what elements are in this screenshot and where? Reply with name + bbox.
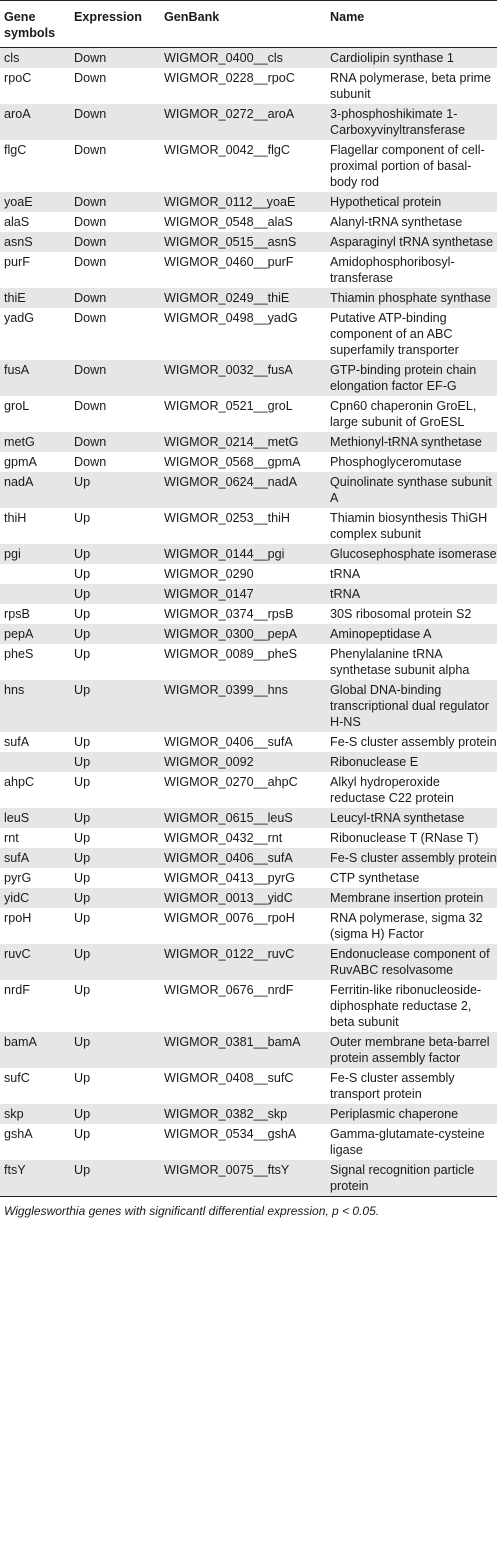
expression-cell: Up [70,544,160,564]
name-cell: Putative ATP-binding component of an ABC superfamily transporter [326,308,497,360]
expression-cell: Up [70,1160,160,1197]
name-cell: Hypothetical protein [326,192,497,212]
table-row [0,396,497,432]
gene-symbol-cell: alaS [0,212,70,232]
name-cell: Leucyl-tRNA synthetase [326,808,497,828]
gene-symbol-cell: sufA [0,732,70,752]
gene-symbol-cell: yidC [0,888,70,908]
name-cell: CTP synthetase [326,868,497,888]
table-row [0,288,497,308]
gene-symbol-cell: bamA [0,1032,70,1068]
name-cell: Ribonuclease T (RNase T) [326,828,497,848]
expression-cell: Up [70,1124,160,1160]
expression-cell: Up [70,680,160,732]
gene-symbol-cell: thiE [0,288,70,308]
expression-cell: Up [70,908,160,944]
genbank-cell: WIGMOR_0548__alaS [160,212,326,232]
expression-cell: Down [70,48,160,69]
name-cell: GTP-binding protein chain elongation factor EF-G [326,360,497,396]
genbank-cell: WIGMOR_0400__cls [160,48,326,69]
expression-cell: Down [70,104,160,140]
name-cell: Gamma-glutamate-cysteine ligase [326,1124,497,1160]
genbank-cell: WIGMOR_0676__nrdF [160,980,326,1032]
gene-symbol-cell: metG [0,432,70,452]
gene-symbol-cell: flgC [0,140,70,192]
gene-symbol-cell [0,752,70,772]
name-cell: Phosphoglyceromutase [326,452,497,472]
genbank-cell: WIGMOR_0498__yadG [160,308,326,360]
genbank-cell: WIGMOR_0408__sufC [160,1068,326,1104]
table-row [0,192,497,212]
genbank-cell: WIGMOR_0615__leuS [160,808,326,828]
name-cell: RNA polymerase, sigma 32 (sigma H) Factor [326,908,497,944]
table-row [0,1104,497,1124]
table-row [0,604,497,624]
table-row [0,772,497,808]
table-row [0,48,497,69]
name-cell: Ferritin-like ribonucleoside-diphosphate reductase 2, beta subunit [326,980,497,1032]
table-row [0,1068,497,1104]
expression-cell: Down [70,360,160,396]
table-row [0,624,497,644]
table-row [0,888,497,908]
gene-symbol-cell: rpoC [0,68,70,104]
name-cell: Quinolinate synthase subunit A [326,472,497,508]
gene-symbol-cell: nadA [0,472,70,508]
header-expression: Expression [70,1,160,48]
name-cell: Amidophosphoribosyl-transferase [326,252,497,288]
name-cell: Aminopeptidase A [326,624,497,644]
name-cell: Flagellar component of cell-proximal portion of basal-body rod [326,140,497,192]
table-row [0,868,497,888]
table-row [0,680,497,732]
genbank-cell: WIGMOR_0075__ftsY [160,1160,326,1197]
table-row [0,980,497,1032]
name-cell: Signal recognition particle protein [326,1160,497,1197]
gene-symbol-cell: rpsB [0,604,70,624]
name-cell: Phenylalanine tRNA synthetase subunit alpha [326,644,497,680]
name-cell: tRNA [326,584,497,604]
expression-cell: Down [70,432,160,452]
gene-symbol-cell: yadG [0,308,70,360]
gene-symbol-cell: gshA [0,1124,70,1160]
genbank-cell: WIGMOR_0374__rpsB [160,604,326,624]
genbank-cell: WIGMOR_0122__ruvC [160,944,326,980]
name-cell: Cpn60 chaperonin GroEL, large subunit of GroESL [326,396,497,432]
expression-cell: Up [70,644,160,680]
expression-cell: Up [70,848,160,868]
genbank-cell: WIGMOR_0144__pgi [160,544,326,564]
table-row [0,644,497,680]
expression-cell: Up [70,584,160,604]
table-header [0,1,497,48]
gene-symbol-cell: hns [0,680,70,732]
name-cell: Thiamin phosphate synthase [326,288,497,308]
genbank-cell: WIGMOR_0228__rpoC [160,68,326,104]
genbank-cell: WIGMOR_0382__skp [160,1104,326,1124]
name-cell: Methionyl-tRNA synthetase [326,432,497,452]
gene-symbol-cell: sufA [0,848,70,868]
expression-cell: Up [70,732,160,752]
genbank-cell: WIGMOR_0214__metG [160,432,326,452]
table-row [0,212,497,232]
name-cell: 30S ribosomal protein S2 [326,604,497,624]
genbank-cell: WIGMOR_0399__hns [160,680,326,732]
expression-cell: Down [70,140,160,192]
gene-symbol-cell: rpoH [0,908,70,944]
expression-cell: Up [70,808,160,828]
table-row [0,944,497,980]
expression-cell: Down [70,288,160,308]
gene-symbol-cell [0,564,70,584]
genbank-cell: WIGMOR_0042__flgC [160,140,326,192]
expression-cell: Down [70,68,160,104]
gene-symbol-cell: asnS [0,232,70,252]
table-caption: Wigglesworthia genes with significantl differential expression, p < 0.05. [4,1204,380,1218]
table-row [0,508,497,544]
gene-symbol-cell: groL [0,396,70,432]
expression-cell: Up [70,508,160,544]
gene-symbol-cell: pyrG [0,868,70,888]
gene-symbol-cell: ftsY [0,1160,70,1197]
table-row [0,472,497,508]
name-cell: Fe-S cluster assembly protein [326,848,497,868]
name-cell: 3-phosphoshikimate 1-Carboxyvinyltransferase [326,104,497,140]
table-row [0,828,497,848]
header-gene-symbols: Gene symbols [0,1,70,48]
name-cell: Endonuclease component of RuvABC resolvasome [326,944,497,980]
table-row [0,432,497,452]
expression-cell: Down [70,232,160,252]
genbank-cell: WIGMOR_0092 [160,752,326,772]
gene-symbol-cell: ahpC [0,772,70,808]
header-row [0,1,497,48]
table-row [0,308,497,360]
name-cell: Global DNA-binding transcriptional dual regulator H-NS [326,680,497,732]
gene-symbol-cell: thiH [0,508,70,544]
genbank-cell: WIGMOR_0300__pepA [160,624,326,644]
expression-cell: Up [70,752,160,772]
gene-symbol-cell: nrdF [0,980,70,1032]
gene-symbol-cell: leuS [0,808,70,828]
gene-symbol-cell: aroA [0,104,70,140]
name-cell: RNA polymerase, beta prime subunit [326,68,497,104]
table-row [0,584,497,604]
genbank-cell: WIGMOR_0406__sufA [160,732,326,752]
gene-symbol-cell: pgi [0,544,70,564]
name-cell: Outer membrane beta-barrel protein assembly factor [326,1032,497,1068]
gene-symbol-cell: ruvC [0,944,70,980]
header-name: Name [326,1,497,48]
genbank-cell: WIGMOR_0147 [160,584,326,604]
table-row [0,232,497,252]
gene-symbol-cell: sufC [0,1068,70,1104]
expression-cell: Up [70,868,160,888]
gene-symbol-cell: fusA [0,360,70,396]
gene-symbol-cell: pepA [0,624,70,644]
name-cell: Thiamin biosynthesis ThiGH complex subunit [326,508,497,544]
expression-cell: Up [70,564,160,584]
table-row [0,1124,497,1160]
expression-cell: Up [70,624,160,644]
expression-cell: Up [70,1104,160,1124]
name-cell: Cardiolipin synthase 1 [326,48,497,69]
genbank-cell: WIGMOR_0249__thiE [160,288,326,308]
expression-cell: Down [70,252,160,288]
expression-cell: Down [70,212,160,232]
genbank-cell: WIGMOR_0089__pheS [160,644,326,680]
genbank-cell: WIGMOR_0270__ahpC [160,772,326,808]
table-row [0,452,497,472]
genbank-cell: WIGMOR_0413__pyrG [160,868,326,888]
expression-cell: Up [70,1032,160,1068]
gene-symbol-cell: gpmA [0,452,70,472]
gene-symbol-cell: cls [0,48,70,69]
table-row [0,252,497,288]
expression-cell: Down [70,308,160,360]
name-cell: Asparaginyl tRNA synthetase [326,232,497,252]
name-cell: Alanyl-tRNA synthetase [326,212,497,232]
table-row [0,908,497,944]
expression-cell: Down [70,452,160,472]
table-row [0,140,497,192]
expression-cell: Down [70,396,160,432]
genbank-cell: WIGMOR_0406__sufA [160,848,326,868]
expression-cell: Up [70,828,160,848]
gene-symbol-cell: skp [0,1104,70,1124]
table-row [0,68,497,104]
expression-cell: Up [70,472,160,508]
name-cell: Periplasmic chaperone [326,1104,497,1124]
table-row [0,564,497,584]
genbank-cell: WIGMOR_0272__aroA [160,104,326,140]
expression-cell: Up [70,604,160,624]
table-row [0,808,497,828]
genbank-cell: WIGMOR_0253__thiH [160,508,326,544]
expression-cell: Down [70,192,160,212]
table-row [0,732,497,752]
genbank-cell: WIGMOR_0521__groL [160,396,326,432]
genbank-cell: WIGMOR_0624__nadA [160,472,326,508]
table-row [0,104,497,140]
expression-cell: Up [70,944,160,980]
name-cell: Membrane insertion protein [326,888,497,908]
genbank-cell: WIGMOR_0013__yidC [160,888,326,908]
header-genbank: GenBank [160,1,326,48]
genbank-cell: WIGMOR_0112__yoaE [160,192,326,212]
name-cell: Alkyl hydroperoxide reductase C22 protein [326,772,497,808]
table-row [0,848,497,868]
name-cell: Fe-S cluster assembly protein [326,732,497,752]
genbank-cell: WIGMOR_0381__bamA [160,1032,326,1068]
expression-cell: Up [70,772,160,808]
genbank-cell: WIGMOR_0432__rnt [160,828,326,848]
table-row [0,360,497,396]
genbank-cell: WIGMOR_0076__rpoH [160,908,326,944]
name-cell: tRNA [326,564,497,584]
gene-symbol-cell: rnt [0,828,70,848]
table-row [0,1160,497,1197]
expression-cell: Up [70,1068,160,1104]
gene-symbol-cell: yoaE [0,192,70,212]
table-body [0,48,497,1197]
expression-cell: Up [70,888,160,908]
gene-symbol-cell: pheS [0,644,70,680]
gene-symbol-cell: purF [0,252,70,288]
genbank-cell: WIGMOR_0460__purF [160,252,326,288]
genbank-cell: WIGMOR_0032__fusA [160,360,326,396]
table-row [0,544,497,564]
table-row [0,752,497,772]
expression-cell: Up [70,980,160,1032]
genbank-cell: WIGMOR_0290 [160,564,326,584]
genbank-cell: WIGMOR_0568__gpmA [160,452,326,472]
table-row [0,1032,497,1068]
name-cell: Glucosephosphate isomerase [326,544,497,564]
genbank-cell: WIGMOR_0534__gshA [160,1124,326,1160]
gene-symbol-cell [0,584,70,604]
genbank-cell: WIGMOR_0515__asnS [160,232,326,252]
name-cell: Fe-S cluster assembly transport protein [326,1068,497,1104]
name-cell: Ribonuclease E [326,752,497,772]
